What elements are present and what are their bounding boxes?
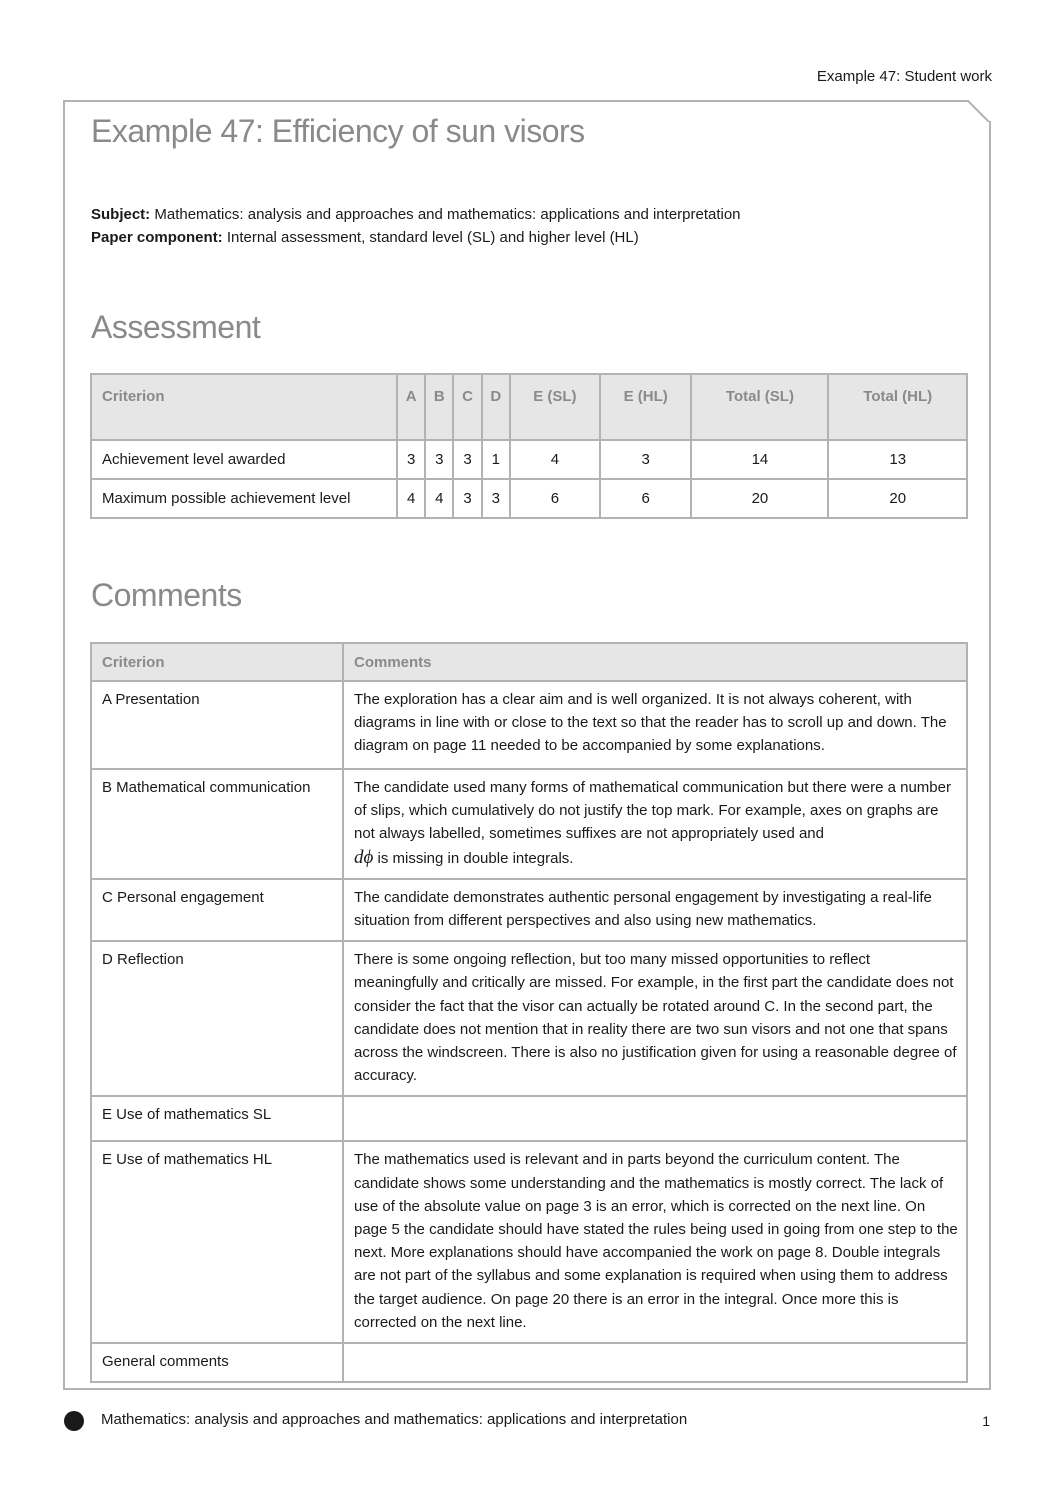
criterion-cell: D Reflection bbox=[91, 941, 343, 1096]
assessment-column-header: Criterion bbox=[91, 374, 397, 440]
comments-heading: Comments bbox=[91, 577, 242, 613]
assessment-column-header: E (SL) bbox=[510, 374, 600, 440]
frame-right-border bbox=[989, 121, 991, 1390]
page-fold-corner bbox=[968, 100, 990, 122]
assessment-heading: Assessment bbox=[91, 309, 261, 345]
comment-cell bbox=[343, 769, 967, 879]
score-cell: 6 bbox=[600, 479, 692, 518]
assessment-column-header: D bbox=[482, 374, 510, 440]
subject-line bbox=[91, 203, 741, 226]
criterion-cell: E Use of mathematics HL bbox=[91, 1141, 343, 1343]
score-cell: 3 bbox=[397, 440, 425, 479]
footer-title: Mathematics: analysis and approaches and mathematics: applications and interpretation bbox=[101, 1411, 688, 1428]
score-cell: 3 bbox=[453, 440, 481, 479]
table-row bbox=[91, 879, 967, 941]
assessment-column-header: A bbox=[397, 374, 425, 440]
score-cell: 3 bbox=[453, 479, 481, 518]
score-cell: 4 bbox=[510, 440, 600, 479]
score-cell: 20 bbox=[691, 479, 828, 518]
table-row bbox=[91, 681, 967, 769]
ib-logo-icon bbox=[64, 1411, 84, 1431]
table-row bbox=[91, 1141, 967, 1343]
comment-cell: The candidate demonstrates authentic personal engagement by investigating a real-life situation from different perspectives and also using new mathematics. bbox=[343, 879, 967, 941]
comment-text-tail: is missing in double integrals. bbox=[373, 849, 574, 867]
comments-column-header: Comments bbox=[343, 643, 967, 681]
assessment-column-header: Total (HL) bbox=[828, 374, 967, 440]
criterion-cell: General comments bbox=[91, 1343, 343, 1382]
criterion-cell: E Use of mathematics SL bbox=[91, 1096, 343, 1141]
score-cell: 4 bbox=[425, 479, 453, 518]
comments-table bbox=[90, 642, 968, 1383]
table-row bbox=[91, 479, 967, 518]
comment-cell: The mathematics used is relevant and in parts beyond the curriculum content. The candidate shows some understanding and the mathematics is mostly correct. The lack of use of the absolute value on page 3 is an error, which is corrected on the next line. On page 5 the candidate should have stated the rules being used in going from one step to the next. More explanations should have accompanied the work on page 8. Double integrals are not part of the syllabus and some explanation is required when using them to address the target audience. On page 20 there is an error in the integral. Once more this is corrected on the next line. bbox=[343, 1141, 967, 1343]
table-row bbox=[91, 1096, 967, 1141]
table-row bbox=[91, 440, 967, 479]
score-cell: 6 bbox=[510, 479, 600, 518]
assessment-table bbox=[90, 373, 968, 519]
score-cell: 13 bbox=[828, 440, 967, 479]
page-number: 1 bbox=[982, 1413, 990, 1429]
page-title: Example 47: Efficiency of sun visors bbox=[91, 113, 585, 149]
subject-label: Subject: bbox=[91, 206, 151, 223]
assessment-column-header: B bbox=[425, 374, 453, 440]
math-expression: dϕ bbox=[354, 846, 374, 868]
score-cell: 4 bbox=[397, 479, 425, 518]
score-cell: 1 bbox=[482, 440, 510, 479]
criterion-cell: B Mathematical communication bbox=[91, 769, 343, 879]
row-label: Maximum possible achievement level bbox=[91, 479, 397, 518]
running-header: Example 47: Student work bbox=[816, 68, 992, 85]
comment-cell: There is some ongoing reflection, but too many missed opportunities to reflect meaningfully and critically are missed. For example, in the first part the candidate does not consider the fact that the visor can actually be rotated around C. In the second part, the candidate does not mention that in reality there are two sun visors and not one that spans across the windscreen. There is also no justification given for using a reasonable degree of accuracy. bbox=[343, 941, 967, 1096]
table-row bbox=[91, 769, 967, 879]
score-cell: 20 bbox=[828, 479, 967, 518]
assessment-column-header: E (HL) bbox=[600, 374, 692, 440]
score-cell: 3 bbox=[425, 440, 453, 479]
comment-cell bbox=[343, 1096, 967, 1141]
comments-column-header: Criterion bbox=[91, 643, 343, 681]
frame-top-border bbox=[63, 100, 969, 102]
criterion-cell: A Presentation bbox=[91, 681, 343, 769]
component-value: Internal assessment, standard level (SL) and higher level (HL) bbox=[226, 229, 639, 246]
assessment-header-row bbox=[91, 374, 967, 440]
score-cell: 3 bbox=[482, 479, 510, 518]
assessment-column-header: C bbox=[453, 374, 481, 440]
comment-text: The candidate used many forms of mathematical communication but there were a number of slips, which cumulatively do not justify the top mark. For example, axes on graphs are not always labelled, sometimes suffixes are not appropriately used and bbox=[354, 779, 951, 843]
table-row bbox=[91, 941, 967, 1096]
component-label: Paper component: bbox=[91, 229, 223, 246]
subject-value: Mathematics: analysis and approaches and mathematics: applications and interpretation bbox=[154, 206, 741, 223]
assessment-column-header: Total (SL) bbox=[691, 374, 828, 440]
comments-header-row bbox=[91, 643, 967, 681]
score-cell: 3 bbox=[600, 440, 692, 479]
row-label: Achievement level awarded bbox=[91, 440, 397, 479]
criterion-cell: C Personal engagement bbox=[91, 879, 343, 941]
document-meta bbox=[91, 203, 741, 249]
table-row bbox=[91, 1343, 967, 1382]
comment-cell bbox=[343, 1343, 967, 1382]
component-line bbox=[91, 226, 741, 249]
comment-cell: The exploration has a clear aim and is well organized. It is not always coherent, with diagrams in line with or close to the text so that the reader has to scroll up and down. The diagram on page 11 needed to be accompanied by some explanations. bbox=[343, 681, 967, 769]
score-cell: 14 bbox=[691, 440, 828, 479]
